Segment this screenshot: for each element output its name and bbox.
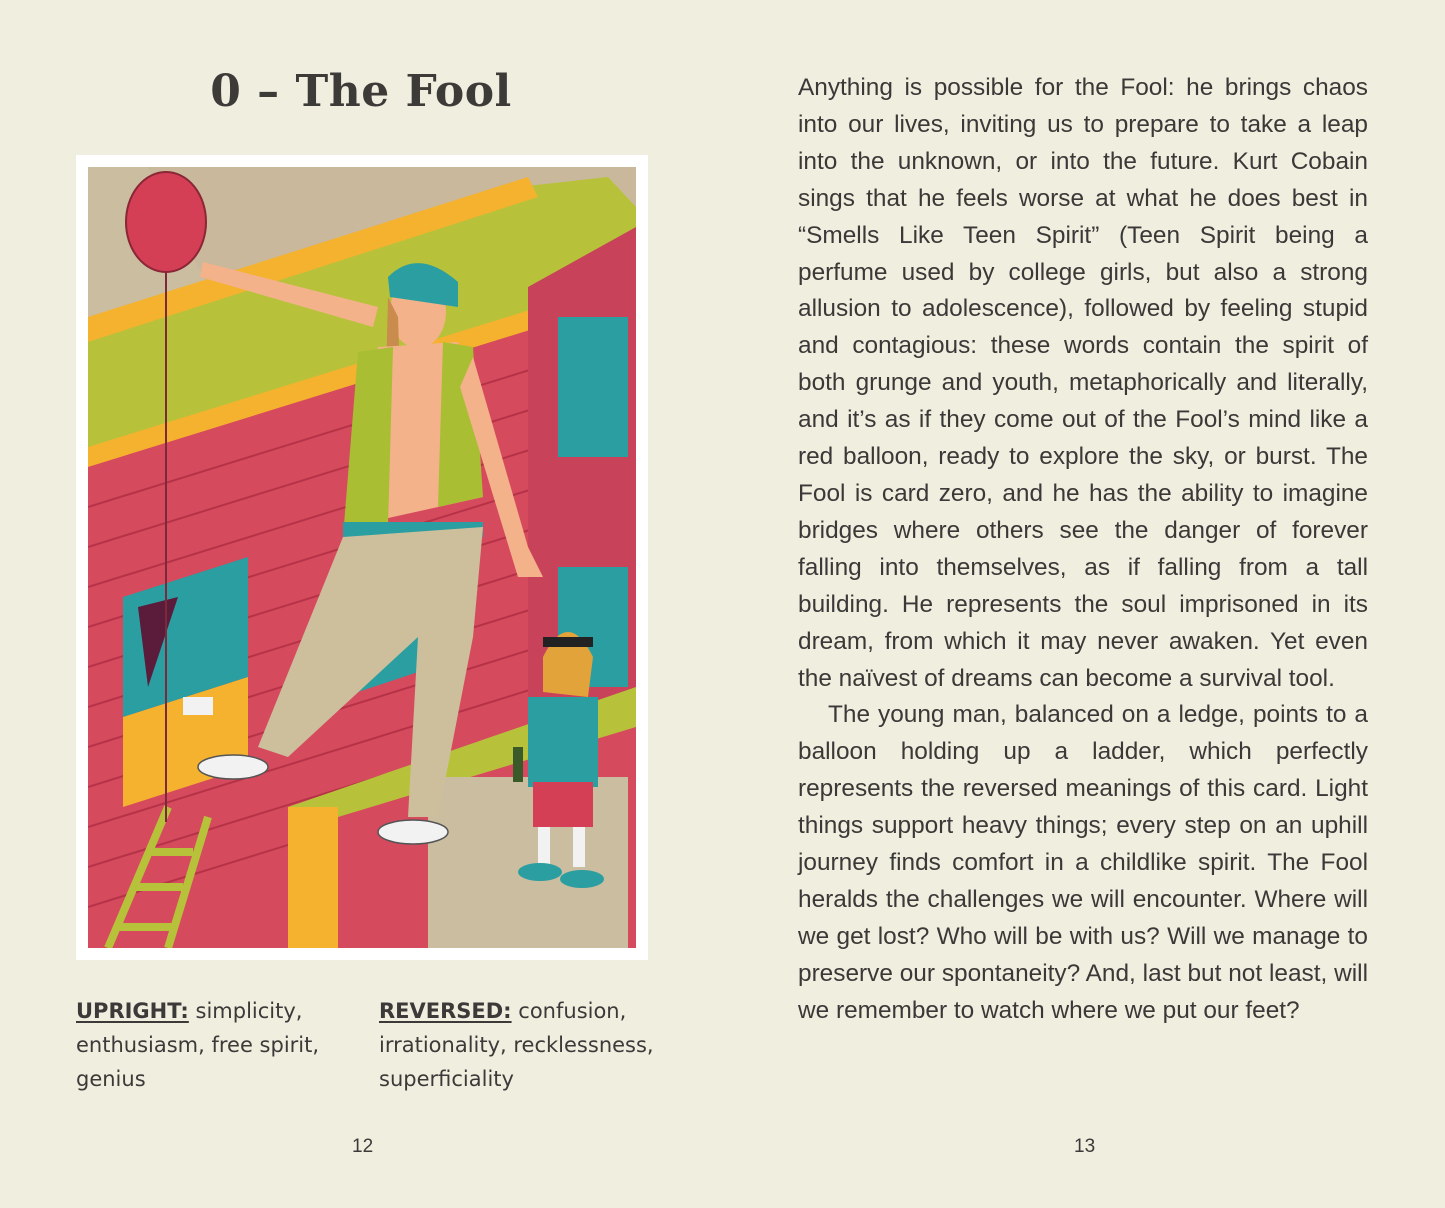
fool-card-illustration <box>88 167 636 948</box>
paragraph: Anything is possible for the Fool: he brings chaos into our lives, inviting us to prepare to take a leap into the unknown, or into the future. Kurt Cobain sings that he feels worse at what he does best in “Smells Like Teen Spirit” (Teen Spirit being a perfume used by college girls, but also a strong allusion to adolescence), followed by feeling stupid and contagious: these words contain the spirit of both grunge and youth, metaphorically and literally, and it’s as if they come out of the Fool’s mind like a red balloon, ready to explore the sky, or burst. The Fool is card zero, and he has the ability to imagine bridges where others see the danger of forever falling into themselves, as if falling from a tall building. He represents the soul imprisoned in its dream, from which it may never awaken. Yet even the naïvest of dreams can become a survival tool. <box>798 74 1368 692</box>
upright-text: simplicity, enthusiasm, free spirit, genius <box>76 999 320 1091</box>
page-number-left: 12 <box>352 1136 374 1157</box>
reversed-meanings <box>379 994 654 1096</box>
page-number-right: 13 <box>1074 1136 1096 1157</box>
upright-label: UPRIGHT: <box>76 999 189 1023</box>
tarot-card-frame <box>76 155 648 960</box>
card-description <box>798 70 1368 1030</box>
reversed-label: REVERSED: <box>379 999 512 1023</box>
paragraph: The young man, balanced on a ledge, points to a balloon holding up a ladder, which perfectly represents the reversed meanings of this card. Light things support heavy things; every step on an uphill journey finds comfort in a childlike spirit. The Fool heralds the challenges we will encounter. Where will we get lost? Who will be with us? Will we manage to preserve our spontaneity? And, last but not least, will we remember to watch where we put our feet? <box>798 701 1368 1024</box>
reversed-text: confusion, irrationality, recklessness, superficiality <box>379 999 654 1091</box>
right-page <box>722 0 1445 1208</box>
card-title: 0 – The Fool <box>210 66 512 117</box>
left-page <box>0 0 722 1208</box>
upright-meanings <box>76 994 321 1096</box>
